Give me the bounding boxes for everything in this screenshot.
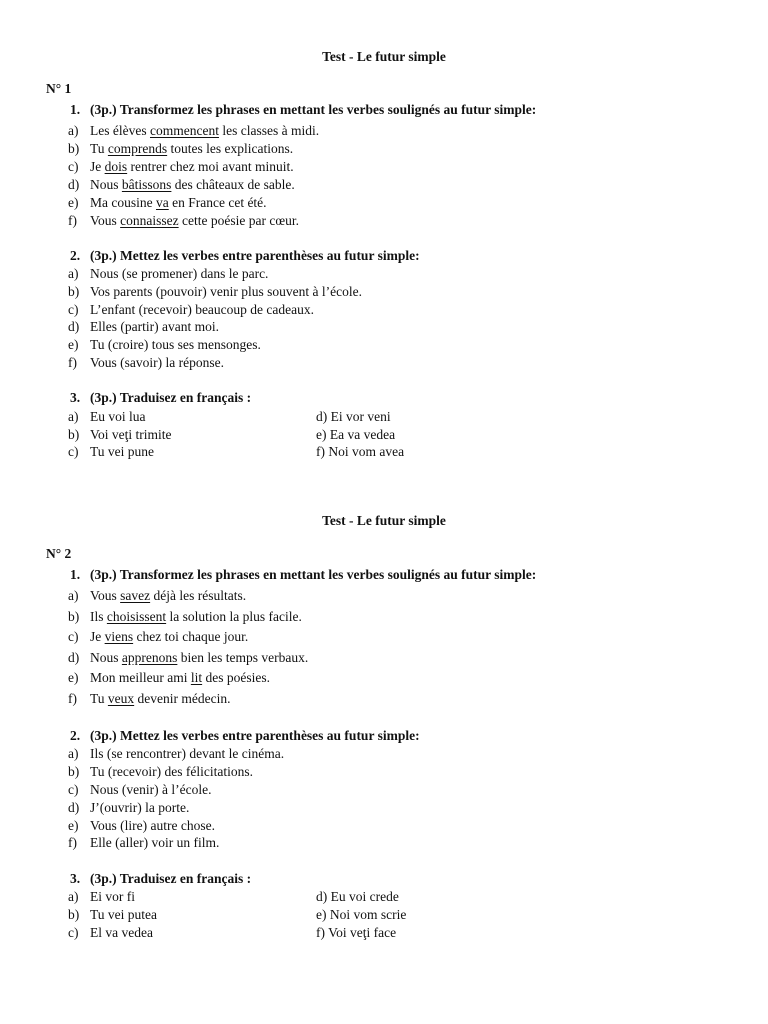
underlined-verb: veux [107, 691, 135, 706]
underlined-verb: viens [104, 629, 134, 644]
list-item [90, 177, 295, 193]
list-item [90, 159, 294, 175]
list-item: Voi veţi trimite [90, 427, 172, 442]
list-letter: a) [68, 746, 79, 761]
list-letter: f) [68, 835, 77, 850]
list-letter: d) [68, 650, 80, 665]
underlined-verb: choisissent [106, 609, 167, 624]
item-text: Tu [90, 141, 108, 156]
item-text: Vous [90, 213, 121, 228]
test1-q3-prompt: (3p.) Traduisez en français : [90, 390, 252, 405]
list-letter: b) [68, 141, 80, 156]
test1-title: Test - Le futur simple [322, 49, 446, 64]
test2-q1-number: 1. [70, 567, 81, 582]
underlined-verb: connaissez [120, 213, 179, 228]
list-letter: b) [68, 284, 80, 299]
list-letter: d) [68, 800, 80, 815]
list-letter: c) [68, 159, 79, 174]
list-item: Nous (venir) à l’école. [90, 782, 212, 797]
item-text: bien les temps verbaux. [177, 650, 309, 665]
list-item [90, 691, 231, 707]
list-item [90, 670, 270, 686]
list-letter: c) [68, 629, 79, 644]
list-item: Eu voi lua [90, 409, 146, 424]
test2-q3-prompt: (3p.) Traduisez en français : [90, 871, 252, 886]
item-text: Je [90, 629, 105, 644]
underlined-verb: comprends [107, 141, 168, 156]
item-text: Vous [90, 588, 121, 603]
list-letter: a) [68, 588, 79, 603]
item-text: Ils [90, 609, 107, 624]
list-letter: e) [68, 818, 79, 833]
list-item: Elle (aller) voir un film. [90, 835, 220, 850]
list-item: Tu vei putea [90, 907, 157, 922]
list-letter: e) [68, 337, 79, 352]
item-text: devenir médecin. [134, 691, 231, 706]
test1-q1-prompt: (3p.) Transformez les phrases en mettant les verbes soulignés au futur simple: [90, 102, 537, 117]
item-text: chez toi chaque jour. [133, 629, 249, 644]
item-text: Les élèves [90, 123, 150, 138]
list-letter: c) [68, 302, 79, 317]
list-letter: a) [68, 123, 79, 138]
list-item: f) Voi veţi face [316, 925, 397, 940]
list-letter: c) [68, 782, 79, 797]
list-item [90, 195, 267, 211]
item-text: Je [90, 159, 105, 174]
underlined-verb: bâtissons [121, 177, 172, 192]
list-item: Ei vor fi [90, 889, 135, 904]
list-item: El va vedea [90, 925, 153, 940]
list-item: Elles (partir) avant moi. [90, 319, 219, 334]
list-item [90, 141, 293, 157]
item-text: Nous [90, 177, 122, 192]
list-item [90, 629, 248, 645]
list-letter: b) [68, 609, 80, 624]
underlined-verb: savez [120, 588, 151, 603]
test1-q2-prompt: (3p.) Mettez les verbes entre parenthèses au futur simple: [90, 248, 420, 263]
list-item [90, 650, 308, 666]
list-letter: f) [68, 691, 77, 706]
list-item: Vos parents (pouvoir) venir plus souvent à l’école. [90, 284, 362, 299]
list-item: e) Noi vom scrie [316, 907, 407, 922]
list-item [90, 213, 299, 229]
item-text: Ma cousine [90, 195, 156, 210]
item-text: en France cet été. [168, 195, 267, 210]
item-text: cette poésie par cœur. [178, 213, 299, 228]
list-item: d) Ei vor veni [316, 409, 391, 424]
test2-title: Test - Le futur simple [322, 513, 446, 528]
list-item [90, 123, 319, 139]
list-item: Nous (se promener) dans le parc. [90, 266, 269, 281]
list-item [90, 609, 302, 625]
list-item: Tu vei pune [90, 444, 155, 459]
list-letter: f) [68, 355, 77, 370]
item-text: les classes à midi. [218, 123, 320, 138]
underlined-verb: va [155, 195, 169, 210]
list-letter: b) [68, 907, 80, 922]
list-letter: a) [68, 889, 79, 904]
list-letter: b) [68, 764, 80, 779]
item-text: Nous [90, 650, 122, 665]
item-text: déjà les résultats. [150, 588, 247, 603]
item-text: des poésies. [202, 670, 270, 685]
test2-q3-number: 3. [70, 871, 81, 886]
list-item: Ils (se rencontrer) devant le cinéma. [90, 746, 285, 761]
list-letter: d) [68, 319, 80, 334]
test1-q3-number: 3. [70, 390, 81, 405]
item-text: rentrer chez moi avant minuit. [127, 159, 294, 174]
test1-q1-number: 1. [70, 102, 81, 117]
list-letter: c) [68, 444, 79, 459]
list-item [90, 588, 246, 604]
test2-number: N° 2 [46, 546, 72, 561]
list-item: Tu (croire) tous ses mensonges. [90, 337, 261, 352]
list-letter: d) [68, 177, 80, 192]
test1-number: N° 1 [46, 81, 72, 96]
underlined-verb: apprenons [121, 650, 178, 665]
item-text: Mon meilleur ami [90, 670, 191, 685]
item-text: des châteaux de sable. [171, 177, 295, 192]
list-item: Vous (savoir) la réponse. [90, 355, 224, 370]
test2-q1-prompt: (3p.) Transformez les phrases en mettant les verbes soulignés au futur simple: [90, 567, 537, 582]
list-item: L’enfant (recevoir) beaucoup de cadeaux. [90, 302, 315, 317]
underlined-verb: lit [190, 670, 203, 685]
underlined-verb: dois [104, 159, 128, 174]
list-item: f) Noi vom avea [316, 444, 405, 459]
list-letter: b) [68, 427, 80, 442]
list-item: J’(ouvrir) la porte. [90, 800, 190, 815]
list-letter: a) [68, 266, 79, 281]
underlined-verb: commencent [149, 123, 219, 138]
test1-q2-number: 2. [70, 248, 81, 263]
item-text: toutes les explications. [167, 141, 294, 156]
list-item: Tu (recevoir) des félicitations. [90, 764, 253, 779]
list-item: Vous (lire) autre chose. [90, 818, 215, 833]
list-letter: e) [68, 195, 79, 210]
list-letter: e) [68, 670, 79, 685]
list-item: d) Eu voi crede [316, 889, 399, 904]
list-item: e) Ea va vedea [316, 427, 396, 442]
test2-q2-number: 2. [70, 728, 81, 743]
list-letter: f) [68, 213, 77, 228]
list-letter: c) [68, 925, 79, 940]
item-text: la solution la plus facile. [166, 609, 302, 624]
item-text: Tu [90, 691, 108, 706]
list-letter: a) [68, 409, 79, 424]
test2-q2-prompt: (3p.) Mettez les verbes entre parenthèses au futur simple: [90, 728, 420, 743]
